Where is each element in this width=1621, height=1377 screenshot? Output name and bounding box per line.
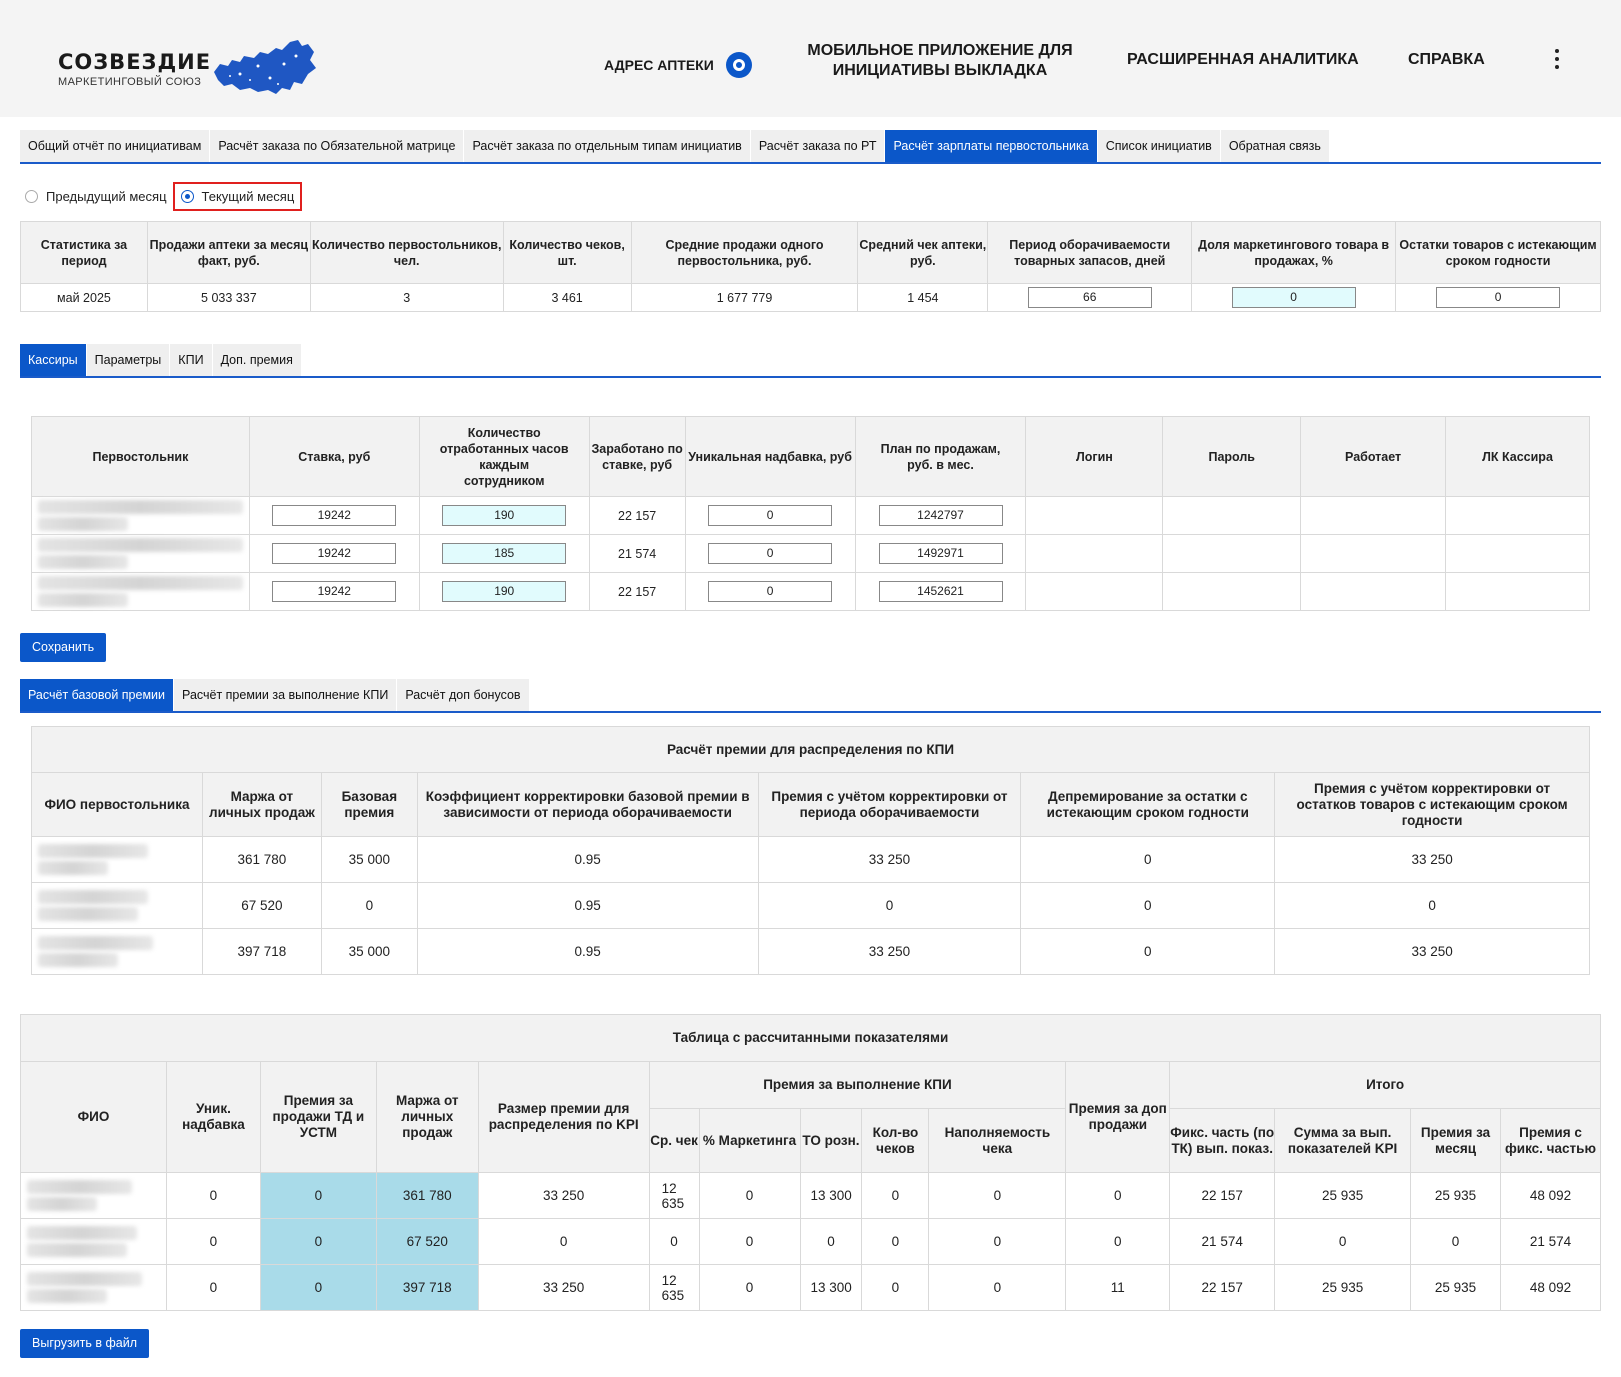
calc-cell: 33 250 [478, 1265, 649, 1311]
calc-cell: 12 635 [649, 1173, 699, 1219]
calc-cell: 25 935 [1275, 1265, 1411, 1311]
base-cell: 0 [1275, 883, 1590, 929]
calc-cell: 0 [260, 1173, 376, 1219]
calc-cell: 0 [1066, 1173, 1170, 1219]
redacted-phone [38, 555, 128, 569]
stats-header: Количество чеков, шт. [503, 222, 631, 284]
calc-header-dop: Премия за доп продажи [1066, 1062, 1170, 1173]
stats-table [20, 221, 1601, 312]
redacted-name [27, 1272, 142, 1286]
calc-header-kpi: Премия за выполнение КПИ [649, 1062, 1066, 1109]
tab-types-order[interactable]: Расчёт заказа по отдельным типам инициатив [464, 130, 750, 162]
calculated-table [20, 1014, 1601, 1311]
expiring-stock-input[interactable]: 0 [1436, 287, 1560, 308]
stats-checks: 3 461 [503, 284, 631, 312]
plan-input[interactable]: 1452621 [879, 581, 1003, 602]
kpi-sub-header: Ср. чек [649, 1109, 699, 1173]
calc-cell: 0 [929, 1265, 1066, 1311]
calc-cell: 0 [260, 1219, 376, 1265]
redacted-name [38, 500, 243, 514]
calc-cell: 0 [699, 1173, 800, 1219]
calc-header-unik: Уник. надбавка [166, 1062, 260, 1173]
base-cell: 35 000 [321, 929, 417, 975]
base-header: Коэффициент корректировки базовой премии в зависимости от периода оборачиваемости [417, 773, 758, 837]
kpi-sub-header: Кол-во чеков [862, 1109, 929, 1173]
calc-cell: 33 250 [478, 1173, 649, 1219]
tab-parameters[interactable]: Параметры [87, 344, 171, 376]
table-row [21, 1265, 1601, 1311]
stats-avg-sales: 1 677 779 [631, 284, 858, 312]
calc-cell: 0 [699, 1219, 800, 1265]
base-cell: 67 520 [202, 883, 321, 929]
password-cell [1163, 497, 1301, 535]
base-cell: 0 [1021, 883, 1275, 929]
kpi-sub-header: Наполняемость чека [929, 1109, 1066, 1173]
calc-cell: 21 574 [1500, 1219, 1600, 1265]
calc-cell: 361 780 [376, 1173, 478, 1219]
cashiers-header: Заработано по ставке, руб [589, 417, 685, 497]
works-cell [1301, 535, 1446, 573]
hours-input[interactable]: 190 [442, 581, 566, 602]
base-header: Депремирование за остатки с истекающим сроком годности [1021, 773, 1275, 837]
radio-prev-dot[interactable] [25, 190, 38, 203]
tab-kpi[interactable]: КПИ [170, 344, 212, 376]
stats-header: Продажи аптеки за месяц факт, руб. [147, 222, 310, 284]
earned-cell: 22 157 [589, 573, 685, 611]
calc-header-prem-td: Премия за продажи ТД и УСТМ [260, 1062, 376, 1173]
radio-prev-label: Предыдущий месяц [46, 189, 167, 204]
calc-cell: 0 [929, 1173, 1066, 1219]
redacted-name [38, 844, 148, 858]
rate-input[interactable]: 19242 [272, 581, 396, 602]
calc-title: Таблица с рассчитанными показателями [21, 1015, 1601, 1062]
stats-avg-check: 1 454 [858, 284, 988, 312]
calc-header-size: Размер премии для распределения по KPI [478, 1062, 649, 1173]
lk-cell [1446, 573, 1590, 611]
works-cell [1301, 573, 1446, 611]
russia-map-icon [210, 34, 320, 98]
redacted-name [27, 1289, 107, 1303]
calc-cell: 11 [1066, 1265, 1170, 1311]
calc-cell: 0 [1411, 1219, 1501, 1265]
base-cell: 0 [1021, 929, 1275, 975]
redacted-name [38, 538, 243, 552]
stats-header: Статистика за период [21, 222, 148, 284]
bonus-tabs [20, 679, 1601, 713]
tab-extra-bonus[interactable]: Доп. премия [213, 344, 302, 376]
tab-feedback[interactable]: Обратная связь [1221, 130, 1330, 162]
stats-staff-count: 3 [310, 284, 503, 312]
calc-cell: 0 [649, 1219, 699, 1265]
base-header: Маржа от личных продаж [202, 773, 321, 837]
cashier-subtabs [20, 344, 1601, 378]
calc-cell: 22 157 [1170, 1173, 1275, 1219]
stats-sales: 5 033 337 [147, 284, 310, 312]
table-row [32, 535, 1590, 573]
base-header: Базовая премия [321, 773, 417, 837]
redacted-name [38, 576, 243, 590]
calc-cell: 0 [862, 1173, 929, 1219]
radio-current-month[interactable] [173, 182, 303, 211]
plan-input[interactable]: 1492971 [879, 543, 1003, 564]
table-row [32, 497, 1590, 535]
base-cell: 0.95 [417, 929, 758, 975]
base-bonus-table [31, 726, 1590, 975]
radio-current-label: Текущий месяц [201, 189, 295, 204]
stats-header: Доля маркетингового товара в продажах, % [1192, 222, 1396, 284]
login-cell [1026, 535, 1163, 573]
tab-base-bonus[interactable]: Расчёт базовой премии [20, 679, 174, 711]
tab-general-report[interactable]: Общий отчёт по инициативам [20, 130, 210, 162]
calc-cell: 0 [862, 1219, 929, 1265]
table-row [32, 929, 1590, 975]
redacted-name [27, 1197, 97, 1211]
table-row [32, 573, 1590, 611]
total-sub-header: Премия за месяц [1411, 1109, 1501, 1173]
main-tabs [20, 130, 1601, 164]
calc-header-marzha: Маржа от личных продаж [376, 1062, 478, 1173]
base-cell: 33 250 [758, 837, 1021, 883]
cashiers-table [31, 416, 1590, 611]
calc-cell: 25 935 [1275, 1173, 1411, 1219]
calc-cell: 48 092 [1500, 1173, 1600, 1219]
table-row [21, 1173, 1601, 1219]
calc-cell: 0 [166, 1173, 260, 1219]
total-sub-header: Премия с фикс. частью [1500, 1109, 1600, 1173]
calc-cell: 67 520 [376, 1219, 478, 1265]
calc-cell: 0 [800, 1219, 862, 1265]
lk-cell [1446, 497, 1590, 535]
base-header: ФИО первостольника [32, 773, 203, 837]
period-selector [25, 182, 302, 211]
total-sub-header: Фикс. часть (по ТК) вып. показ. [1170, 1109, 1275, 1173]
hours-input[interactable]: 190 [442, 505, 566, 526]
hours-input[interactable]: 185 [442, 543, 566, 564]
tab-initiatives[interactable]: Список инициатив [1098, 130, 1221, 162]
brand-subtitle: МАРКЕТИНГОВЫЙ СОЮЗ [58, 76, 202, 88]
calc-cell: 0 [699, 1265, 800, 1311]
earned-cell: 22 157 [589, 497, 685, 535]
base-cell: 397 718 [202, 929, 321, 975]
login-cell [1026, 573, 1163, 611]
redacted-name [27, 1180, 132, 1194]
tab-rt-order[interactable]: Расчёт заказа по РТ [751, 130, 886, 162]
redacted-name [38, 861, 108, 875]
base-cell: 0.95 [417, 837, 758, 883]
bonus-input[interactable]: 0 [708, 581, 832, 602]
redacted-name [27, 1243, 127, 1257]
redacted-phone [38, 517, 128, 531]
login-cell [1026, 497, 1163, 535]
nav-address[interactable] [604, 52, 752, 78]
logo[interactable] [58, 50, 211, 88]
cashiers-header: Логин [1026, 417, 1163, 497]
plan-input[interactable]: 1242797 [879, 505, 1003, 526]
calc-cell: 0 [1066, 1219, 1170, 1265]
save-button[interactable]: Сохранить [20, 633, 106, 662]
redacted-name [27, 1226, 137, 1240]
nav-address-label: АДРЕС АПТЕКИ [604, 57, 714, 73]
nav-mobile-app[interactable]: МОБИЛЬНОЕ ПРИЛОЖЕНИЕ ДЛЯ ИНИЦИАТИВЫ ВЫКЛАДКА [807, 42, 1073, 79]
tab-salary[interactable]: Расчёт зарплаты первостольника [885, 130, 1097, 162]
base-cell: 0.95 [417, 883, 758, 929]
base-cell: 35 000 [321, 837, 417, 883]
kpi-sub-header: % Маркетинга [699, 1109, 800, 1173]
calc-cell: 0 [166, 1219, 260, 1265]
more-menu-icon[interactable] [1555, 49, 1561, 73]
base-header: Премия с учётом корректировки от периода оборачиваемости [758, 773, 1021, 837]
calc-cell: 13 300 [800, 1265, 862, 1311]
calc-cell: 0 [862, 1265, 929, 1311]
calc-cell: 25 935 [1411, 1173, 1501, 1219]
tab-extra-bonuses[interactable]: Расчёт доп бонусов [397, 679, 529, 711]
radio-current-dot[interactable] [181, 190, 194, 203]
password-cell [1163, 535, 1301, 573]
redacted-name [38, 890, 148, 904]
rate-input[interactable]: 19242 [272, 505, 396, 526]
base-cell: 0 [758, 883, 1021, 929]
cashiers-header: Первостольник [32, 417, 250, 497]
redacted-name [38, 953, 118, 967]
works-cell [1301, 497, 1446, 535]
password-cell [1163, 573, 1301, 611]
stats-header: Средние продажи одного первостольника, руб. [631, 222, 858, 284]
cashiers-header: Ставка, руб [249, 417, 419, 497]
calc-cell: 0 [260, 1265, 376, 1311]
stats-header: Средний чек аптеки, руб. [858, 222, 988, 284]
bonus-input[interactable]: 0 [708, 543, 832, 564]
nav-analytics[interactable]: РАСШИРЕННАЯ АНАЛИТИКА [1127, 51, 1359, 68]
radio-prev-month[interactable] [25, 189, 167, 204]
calc-cell: 13 300 [800, 1173, 862, 1219]
table-row [32, 837, 1590, 883]
base-cell: 0 [1021, 837, 1275, 883]
base-cell: 361 780 [202, 837, 321, 883]
base-bonus-title: Расчёт премии для распределения по КПИ [32, 727, 1590, 773]
calc-cell: 0 [1275, 1219, 1411, 1265]
header [0, 0, 1621, 117]
cashiers-header: Пароль [1163, 417, 1301, 497]
tab-cashiers[interactable]: Кассиры [20, 344, 87, 376]
calc-cell: 25 935 [1411, 1265, 1501, 1311]
calc-cell: 397 718 [376, 1265, 478, 1311]
table-row [21, 1219, 1601, 1265]
base-cell: 33 250 [1275, 837, 1590, 883]
calc-header-fio: ФИО [21, 1062, 167, 1173]
calc-cell: 12 635 [649, 1265, 699, 1311]
calc-header-total: Итого [1170, 1062, 1601, 1109]
base-header: Премия с учётом корректировки от остатков товаров с истекающим сроком годности [1275, 773, 1590, 837]
cashiers-header: План по продажам, руб. в мес. [855, 417, 1026, 497]
earned-cell: 21 574 [589, 535, 685, 573]
calc-cell: 0 [166, 1265, 260, 1311]
table-row [32, 883, 1590, 929]
lk-cell [1446, 535, 1590, 573]
stats-header: Количество первостольников, чел. [310, 222, 503, 284]
nav-help[interactable]: СПРАВКА [1408, 51, 1485, 68]
base-cell: 33 250 [758, 929, 1021, 975]
brand-name: СОЗВЕЗДИЕ [58, 50, 212, 74]
calc-cell: 0 [478, 1219, 649, 1265]
bonus-input[interactable]: 0 [708, 505, 832, 526]
cashiers-header: ЛК Кассира [1446, 417, 1590, 497]
base-cell: 33 250 [1275, 929, 1590, 975]
redacted-name [38, 936, 153, 950]
marketing-share-input[interactable]: 0 [1232, 287, 1356, 308]
base-cell: 0 [321, 883, 417, 929]
total-sub-header: Сумма за вып. показателей KPI [1275, 1109, 1411, 1173]
tab-matrix-order[interactable]: Расчёт заказа по Обязательной матрице [210, 130, 464, 162]
tab-kpi-bonus[interactable]: Расчёт премии за выполнение КПИ [174, 679, 397, 711]
stats-header: Остатки товаров с истекающим сроком годности [1396, 222, 1601, 284]
calc-cell: 21 574 [1170, 1219, 1275, 1265]
redacted-name [38, 907, 138, 921]
kpi-sub-header: ТО розн. [800, 1109, 862, 1173]
calc-cell: 48 092 [1500, 1265, 1600, 1311]
stats-period: май 2025 [21, 284, 148, 312]
calc-cell: 22 157 [1170, 1265, 1275, 1311]
export-button[interactable]: Выгрузить в файл [20, 1329, 149, 1358]
cashiers-header: Уникальная надбавка, руб [685, 417, 855, 497]
stats-header: Период оборачиваемости товарных запасов, дней [988, 222, 1192, 284]
rate-input[interactable]: 19242 [272, 543, 396, 564]
cashiers-header: Количество отработанных часов каждым сотрудником [419, 417, 589, 497]
calc-cell: 0 [929, 1219, 1066, 1265]
redacted-phone [38, 593, 128, 607]
turnover-input[interactable]: 66 [1028, 287, 1152, 308]
cashiers-header: Работает [1301, 417, 1446, 497]
eye-icon[interactable] [726, 52, 752, 78]
